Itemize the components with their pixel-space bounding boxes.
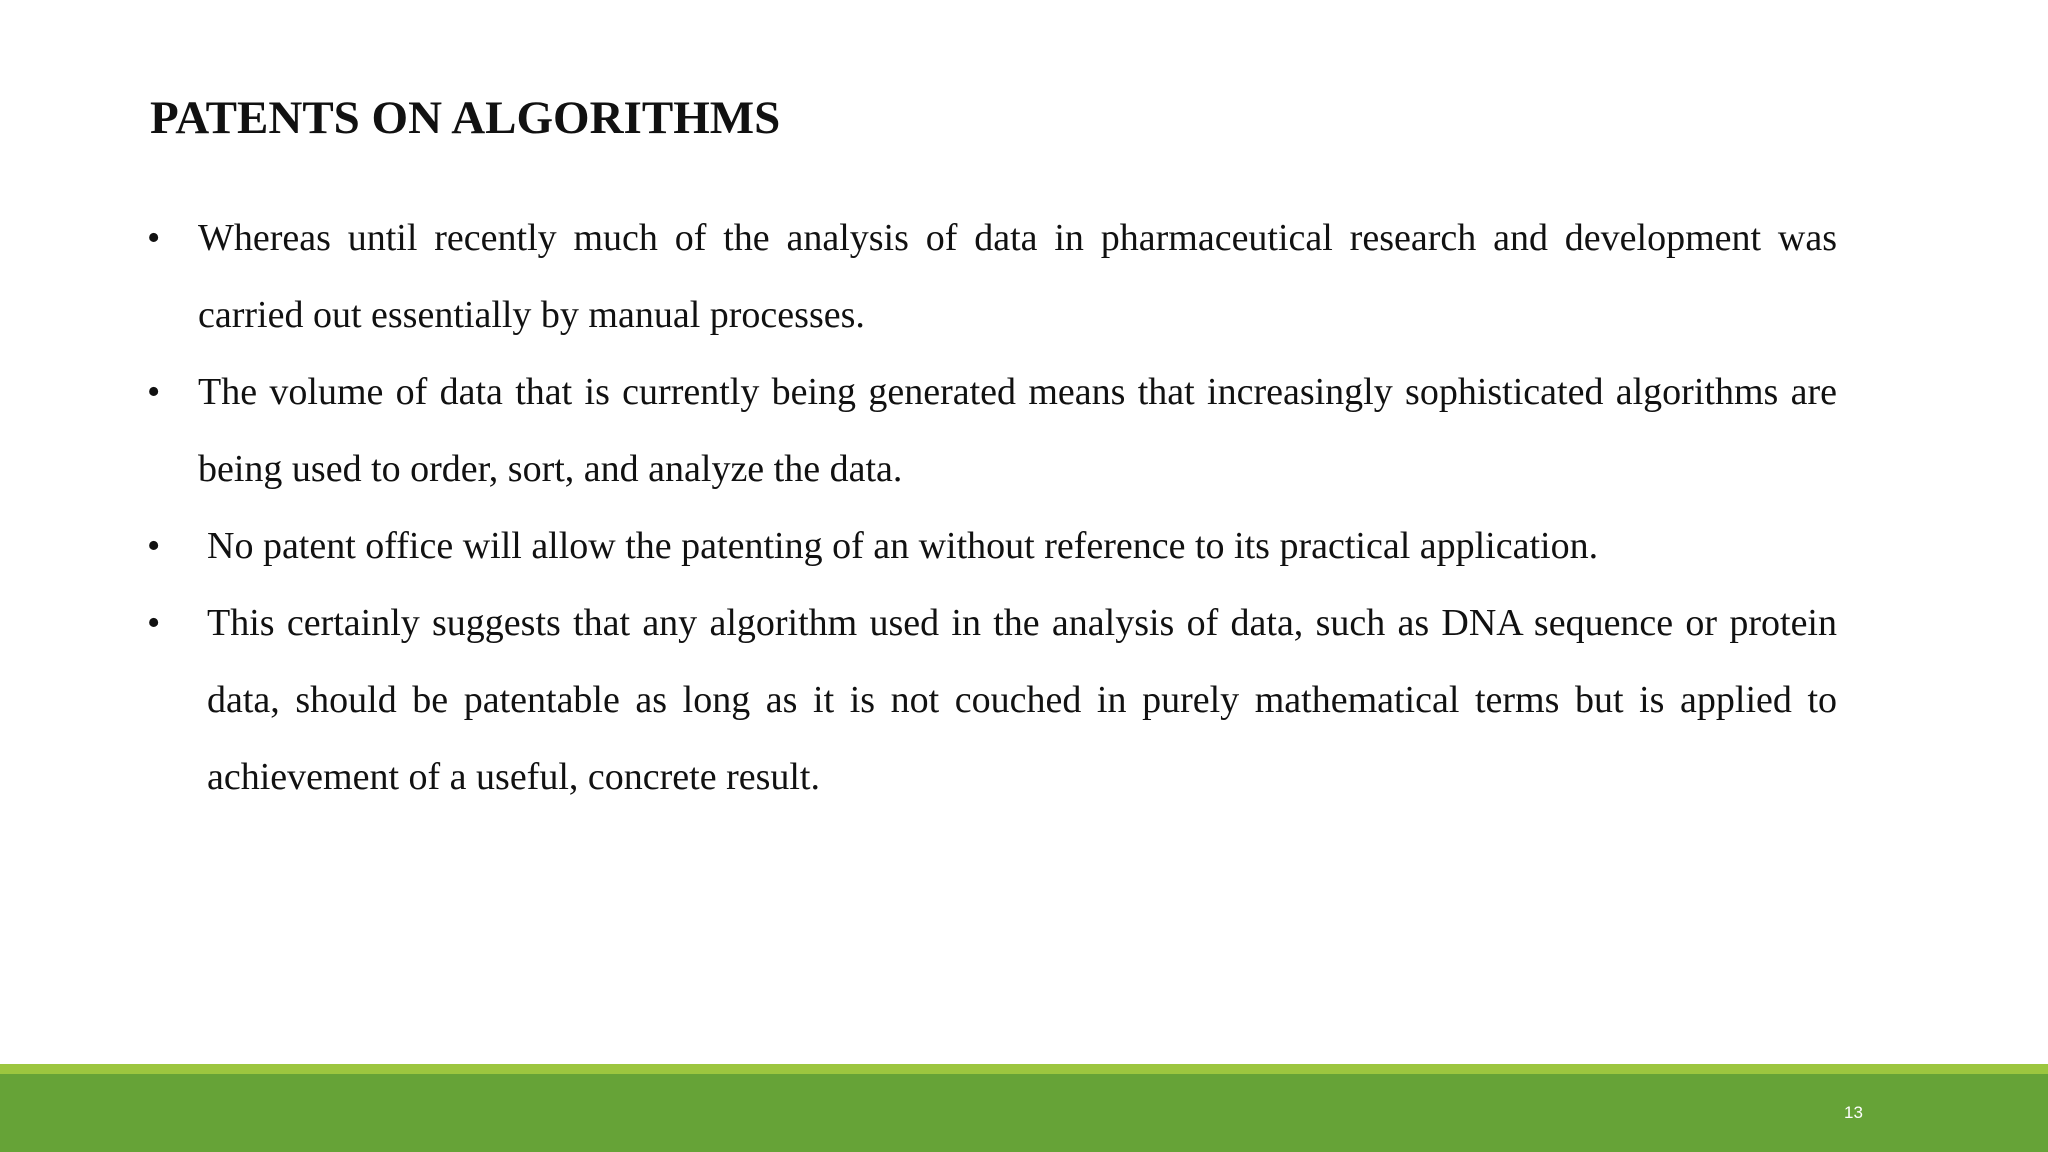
bullet-item <box>147 354 1837 508</box>
bullet-text: Whereas until recently much of the analysis of data in pharmaceutical research and development was carried out essentially by manual processes. <box>198 217 1837 336</box>
bullet-item <box>147 585 1837 816</box>
bullet-icon: • <box>147 525 161 567</box>
bullet-icon: • <box>147 371 161 413</box>
bullet-item <box>147 200 1837 354</box>
bullet-icon: • <box>147 217 161 259</box>
bullet-icon: • <box>147 602 161 644</box>
slide-title: PATENTS ON ALGORITHMS <box>150 92 781 144</box>
bullet-text: This certainly suggests that any algorithm used in the analysis of data, such as DNA sequence or protein data, should be patentable as long as it is not couched in purely mathematical terms but is applied to achievement of a useful, concrete result. <box>207 602 1837 798</box>
bullet-list <box>147 200 1837 816</box>
bullet-text: No patent office will allow the patenting of an without reference to its practical application. <box>207 525 1599 567</box>
footer-accent-stripe <box>0 1064 2048 1074</box>
footer-bar <box>0 1074 2048 1152</box>
page-number: 13 <box>1844 1103 1863 1122</box>
bullet-text: The volume of data that is currently being generated means that increasingly sophisticated algorithms are being used to order, sort, and analyze the data. <box>198 371 1837 490</box>
bullet-item <box>147 508 1837 585</box>
